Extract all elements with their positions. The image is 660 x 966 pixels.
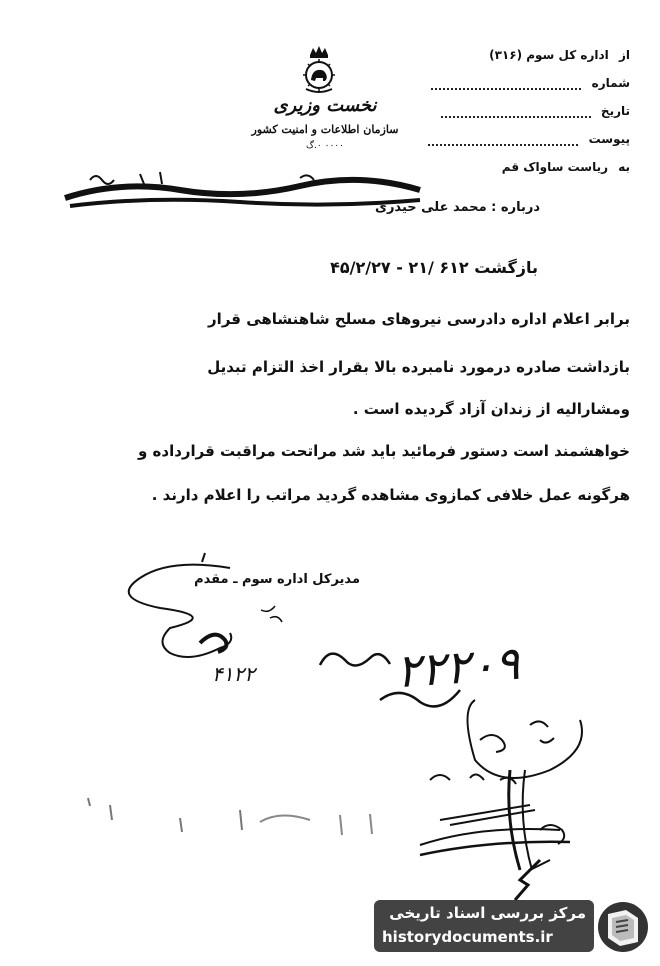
subject-value: محمد علی حیدری — [375, 200, 487, 215]
subject-row: درباره : محمد علی حیدری — [375, 200, 540, 215]
date-label: تاریخ — [600, 104, 630, 118]
emblem-code: ۰۰۰۰ ۰.گ — [306, 141, 344, 151]
body-line-1: برابر اعلام اداره دادرسی نیروهای مسلح شاهنشاهی قرار — [208, 310, 630, 328]
handwritten-large-number: ۲۲۲۰۹ — [394, 635, 522, 699]
to-label: به — [618, 160, 630, 174]
handwritten-annotations — [300, 630, 620, 920]
emblem-title: نخست وزیری — [273, 95, 377, 116]
number-dots — [431, 78, 581, 90]
from-value: اداره کل سوم (۳۱۶) — [489, 48, 609, 62]
body-line-4: خواهشمند است دستور فرمائید باید شد مراتحت مراقبت قرارداده و — [137, 442, 630, 460]
watermark-name: مرکز بررسی اسناد تاریخی — [389, 904, 586, 922]
faint-handwriting — [80, 790, 400, 850]
subject-label: درباره — [500, 200, 540, 215]
handwritten-signature — [100, 548, 300, 688]
emblem-org: سازمان اطلاعات و امنیت کشور — [251, 123, 399, 136]
watermark-url: historydocuments.ir — [382, 928, 553, 946]
body-line-5: هرگونه عمل خلافی کمازوی مشاهده گردید مراتب را اعلام دارند . — [151, 486, 630, 504]
from-label: از — [618, 48, 630, 62]
number-label: شماره — [591, 76, 630, 90]
body-line-3: ومشارالیه از زندان آزاد گردیده است . — [352, 400, 630, 418]
archive-logo-icon — [596, 900, 650, 954]
handwritten-small-number: ۴۱۲۲ — [212, 662, 255, 686]
watermark — [374, 896, 654, 960]
to-value: ریاست ساواک قم — [501, 160, 609, 174]
header-from-row — [360, 48, 630, 70]
body-line-2: بازداشت صادره درمورد نامبرده بالا بقرار اخذ التزام تبدیل — [207, 358, 630, 376]
header-number-row — [360, 76, 630, 98]
attachment-label: پیوست — [588, 132, 630, 146]
header-attachment-row — [360, 132, 630, 154]
header-date-row — [360, 104, 630, 126]
date-dots — [441, 106, 591, 118]
lion-and-sun-emblem-icon — [294, 45, 344, 95]
reference-line: بازگشت ۶۱۲ /۲۱ - ۴۵/۲/۲۷ — [330, 258, 538, 277]
attachment-dots — [428, 134, 578, 146]
signature-title: مدیرکل اداره سوم ـ مقدم — [194, 572, 360, 587]
